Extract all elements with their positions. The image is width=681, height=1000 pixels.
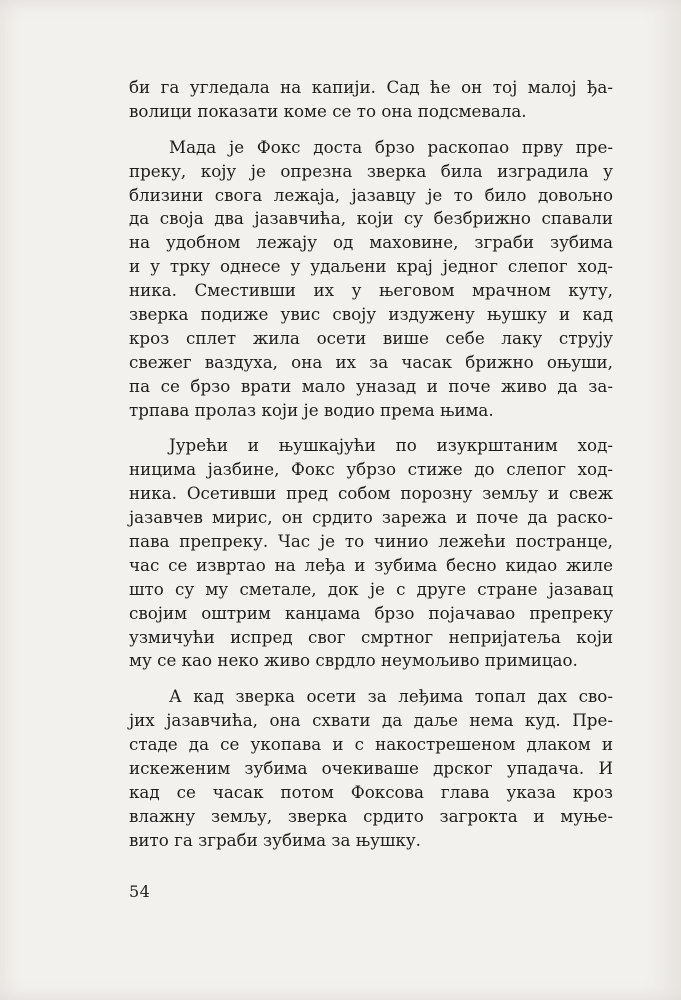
text-line: својим оштрим канџама брзо појачавао препреку [129, 602, 613, 623]
text-line: Мада је Фокс доста брзо раскопао прву пре- [169, 136, 613, 157]
text-line: пава препреку. Час је то чинио лежећи постранце, [129, 531, 613, 552]
body-text [129, 76, 613, 853]
text-line: ницима јазбине, Фокс убрзо стиже до слепог ход- [129, 459, 613, 480]
text-line: кроз сплет жила осети више себе лаку струју [129, 327, 613, 348]
paragraph-gap [129, 422, 613, 434]
text-line: час се извртао на леђа и зубима бесно кидао жиле [129, 554, 613, 575]
text-line: зверка подиже увис своју издужену њушку и кад [129, 304, 613, 325]
page-number: 54 [129, 882, 151, 901]
text-line: А кад зверка осети за леђима топал дах сво- [169, 686, 613, 707]
text-line: кад се часак потом Фоксова глава указа кроз [129, 781, 613, 802]
text-line: и у трку однесе у удаљени крај једног слепог ход- [129, 256, 613, 277]
text-line: што су му сметале, док је с друге стране јазавац [129, 578, 613, 599]
text-line: па се брзо врати мало уназад и поче живо да за- [129, 375, 613, 396]
paragraph-gap [129, 673, 613, 685]
text-line: ника. Сместивши их у његовом мрачном куту, [129, 280, 613, 301]
text-line: влажну земљу, зверка срдито загрокта и муње- [129, 805, 613, 826]
text-line: стаде да се укопава и с накострешеном длаком и [129, 734, 613, 755]
text-line: трпава пролаз који је водио према њима. [129, 399, 494, 420]
text-line: ника. Осетивши пред собом порозну земљу и свеж [129, 483, 613, 504]
text-line: да своја два јазавчића, који су безбрижно спавали [129, 208, 613, 229]
text-line: јазавчев мирис, он срдито зарежа и поче да раско- [129, 507, 613, 528]
text-line: Јурећи и њушкајући по изукрштаним ход- [169, 435, 613, 456]
text-line: јих јазавчића, она схвати да даље нема куд. Пре- [129, 710, 613, 731]
text-line: свежег ваздуха, она их за часак брижно оњуши, [129, 351, 613, 372]
text-line: вито га зграби зубима за њушку. [129, 829, 421, 850]
text-line: волици показати коме се то она подсмевала. [129, 100, 527, 121]
text-line: искеженим зубима очекиваше дрског упадача. И [129, 758, 613, 779]
text-line: на удобном лежају од маховине, зграби зубима [129, 232, 613, 253]
text-line: узмичући испред свог смртног непријатеља који [129, 626, 613, 647]
text-line: преку, коју је опрезна зверка била изградила у [129, 160, 613, 181]
text-line: близини свога лежаја, јазавцу је то било довољно [129, 184, 613, 205]
paragraph-gap [129, 124, 613, 136]
text-line: би га угледала на капији. Сад ће он тој малој ђа- [129, 77, 613, 97]
text-line: му се као неко живо сврдло неумољиво примицао. [129, 650, 578, 671]
